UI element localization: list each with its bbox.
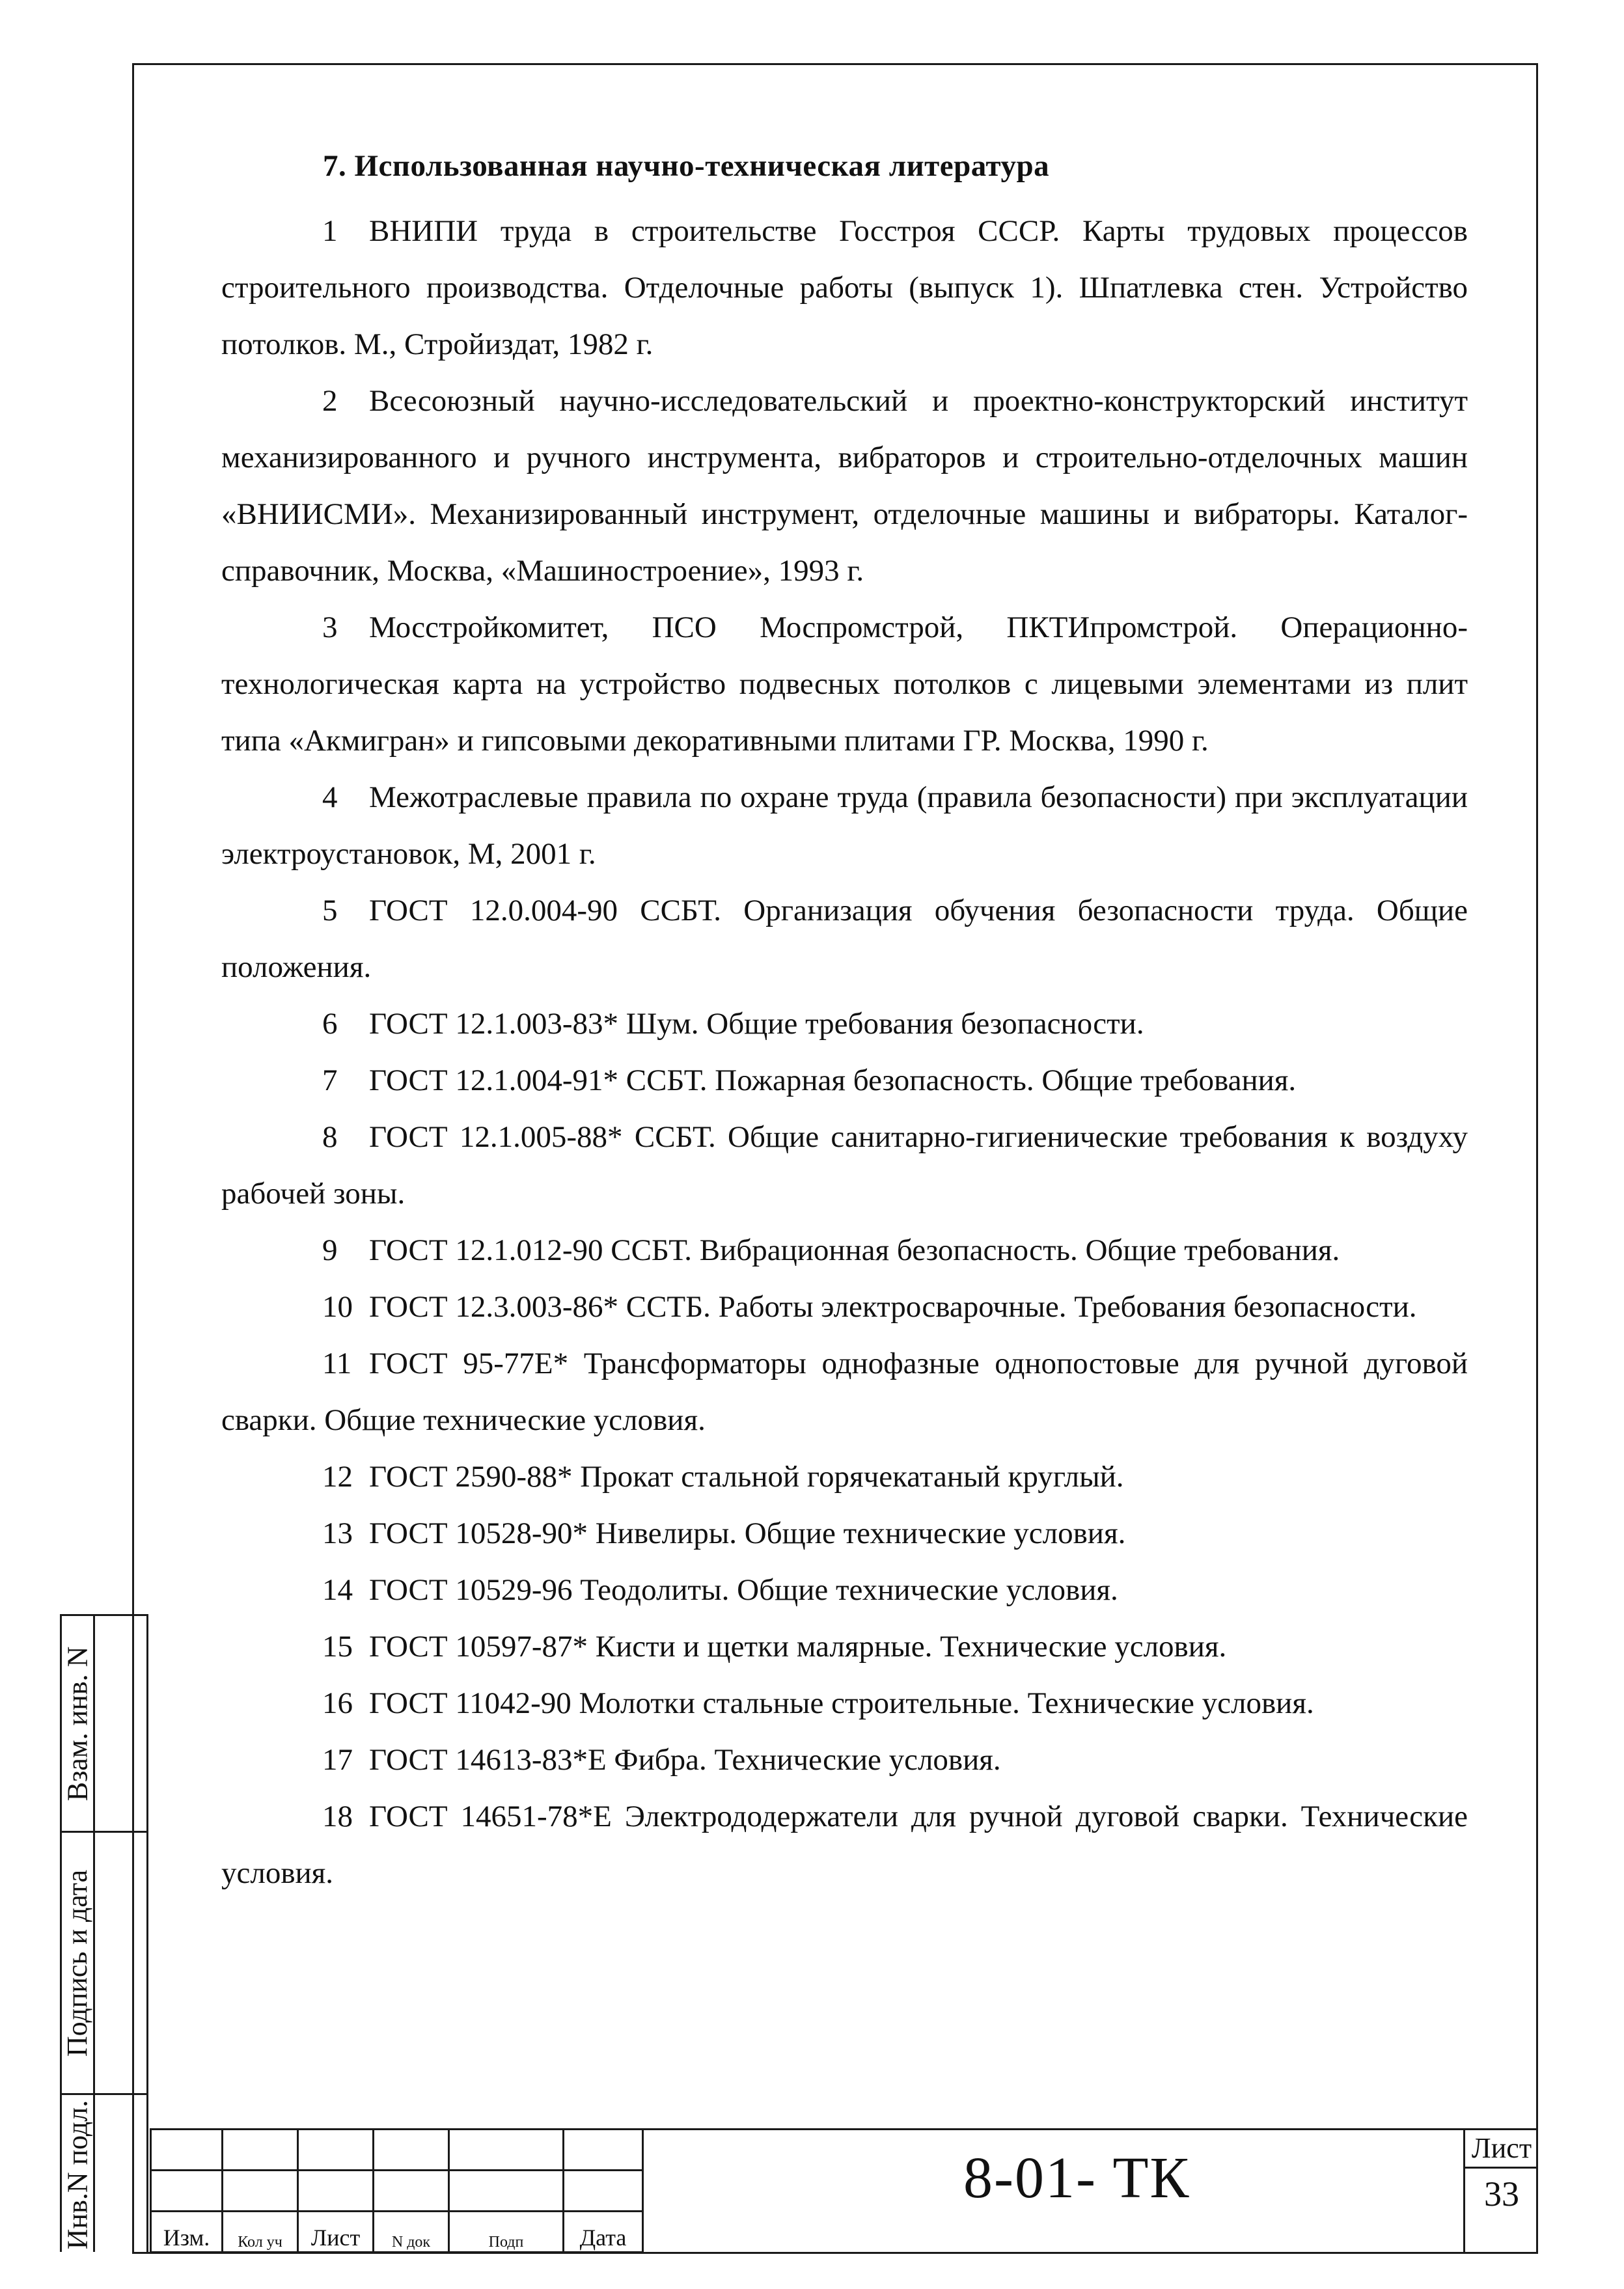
document-code: 8-01- ТК	[963, 2146, 1190, 2210]
sheet-number: 33	[1484, 2174, 1519, 2214]
reference-item	[221, 1279, 1468, 1336]
reference-item	[221, 1562, 1468, 1619]
reference-number: 16	[322, 1686, 353, 1720]
table-header-row	[151, 2212, 643, 2253]
table-row	[151, 2171, 643, 2212]
reference-text: Всесоюзный научно-исследовательский и проектно-конструкторский институт механизированного и ручного инструмента, вибраторов и строительно-отделочных машин «ВНИИСМИ». Механизированный инструмент, отделочные машины и вибраторы. Каталог-справочник, Москва, «Машиностроение», 1993 г.	[221, 384, 1468, 588]
reference-item	[221, 1789, 1468, 1902]
reference-number: 8	[322, 1120, 338, 1154]
reference-number: 18	[322, 1800, 353, 1833]
reference-text: Межотраслевые правила по охране труда (правила безопасности) при эксплуатации электроустановок, М, 2001 г.	[221, 780, 1468, 871]
reference-item	[221, 1222, 1468, 1279]
reference-number: 10	[322, 1290, 353, 1324]
side-cell-label: Инв.N подл.	[61, 2100, 94, 2249]
reference-text: ГОСТ 14651-78*Е Электрододержатели для ручной дуговой сварки. Технические условия.	[221, 1800, 1468, 1890]
reference-item	[221, 599, 1468, 769]
sheet-label: Лист	[1465, 2128, 1538, 2169]
reference-number: 11	[322, 1347, 352, 1380]
column-header: Лист	[298, 2212, 374, 2253]
reference-number: 3	[322, 610, 338, 644]
reference-number: 13	[322, 1516, 353, 1550]
reference-text: ГОСТ 10597-87* Кисти и щетки малярные. Технические условия.	[369, 1630, 1227, 1664]
reference-text: ВНИПИ труда в строительстве Госстроя СССР. Карты трудовых процессов строительного производства. Отделочные работы (выпуск 1). Шпатлевка стен. Устройство потолков. М., Стройиздат, 1982 г.	[221, 214, 1468, 361]
sheet-box	[1463, 2128, 1538, 2252]
reference-text: ГОСТ 12.1.004-91* ССБТ. Пожарная безопасность. Общие требования.	[369, 1063, 1297, 1097]
reference-item	[221, 1619, 1468, 1675]
reference-item	[221, 203, 1468, 373]
reference-number: 7	[322, 1063, 338, 1097]
reference-text: ГОСТ 10528-90* Нивелиры. Общие технические условия.	[369, 1516, 1126, 1550]
side-cell-replacement-inv	[62, 1616, 93, 1831]
column-header: N док	[374, 2212, 449, 2253]
side-stamp	[60, 1614, 148, 2252]
reference-item	[221, 996, 1468, 1052]
reference-text: ГОСТ 2590-88* Прокат стальной горячекатаный круглый.	[369, 1460, 1124, 1494]
reference-text: Мосстройкомитет, ПСО Моспромстрой, ПКТИпромстрой. Операционно-технологическая карта на устройство подвесных потолков с лицевыми элементами из плит типа «Акмигран» и гипсовыми декоративными плитами ГР. Москва, 1990 г.	[221, 610, 1468, 758]
reference-number: 14	[322, 1573, 353, 1607]
column-header: Дата	[564, 2212, 643, 2253]
reference-text: ГОСТ 12.1.012-90 ССБТ. Вибрационная безопасность. Общие требования.	[369, 1233, 1340, 1267]
reference-number: 15	[322, 1630, 353, 1664]
reference-text: ГОСТ 12.0.004-90 ССБТ. Организация обучения безопасности труда. Общие положения.	[221, 894, 1468, 984]
reference-text: ГОСТ 11042-90 Молотки стальные строительные. Технические условия.	[369, 1686, 1314, 1720]
table-row	[151, 2130, 643, 2171]
reference-text: ГОСТ 14613-83*Е Фибра. Технические условия.	[369, 1743, 1001, 1777]
column-header: Кол уч	[223, 2212, 298, 2253]
reference-item	[221, 1675, 1468, 1732]
column-header: Изм.	[151, 2212, 223, 2253]
reference-number: 17	[322, 1743, 353, 1777]
reference-item	[221, 1505, 1468, 1562]
reference-number: 5	[322, 894, 338, 927]
reference-item	[221, 1449, 1468, 1505]
reference-number: 1	[322, 214, 338, 248]
section-heading: 7. Использованная научно-техническая литература	[323, 149, 1050, 183]
reference-item	[221, 373, 1468, 599]
reference-number: 6	[322, 1007, 338, 1041]
reference-number: 2	[322, 384, 338, 418]
side-cell-signature-date	[62, 1833, 93, 2093]
reference-item	[221, 1052, 1468, 1109]
revision-table	[150, 2128, 644, 2253]
side-cell-label: Взам. инв. N	[61, 1646, 94, 1801]
reference-number: 4	[322, 780, 338, 814]
column-header: Подп	[449, 2212, 564, 2253]
reference-text: ГОСТ 95-77Е* Трансформаторы однофазные однопостовые для ручной дуговой сварки. Общие технические условия.	[221, 1347, 1468, 1437]
side-cell-original-inv	[62, 2095, 93, 2254]
reference-item	[221, 1109, 1468, 1222]
side-cell-label: Подпись и дата	[61, 1869, 94, 2057]
reference-number: 9	[322, 1233, 338, 1267]
reference-text: ГОСТ 10529-96 Теодолиты. Общие технические условия.	[369, 1573, 1118, 1607]
reference-list	[221, 203, 1468, 1902]
reference-item	[221, 1336, 1468, 1449]
reference-item	[221, 769, 1468, 883]
reference-text: ГОСТ 12.3.003-86* ССТБ. Работы электросварочные. Требования безопасности.	[369, 1290, 1417, 1324]
reference-text: ГОСТ 12.1.003-83* Шум. Общие требования безопасности.	[369, 1007, 1144, 1041]
reference-text: ГОСТ 12.1.005-88* ССБТ. Общие санитарно-гигиенические требования к воздуху рабочей зоны.	[221, 1120, 1468, 1211]
reference-number: 12	[322, 1460, 353, 1494]
reference-item	[221, 883, 1468, 996]
reference-item	[221, 1732, 1468, 1789]
